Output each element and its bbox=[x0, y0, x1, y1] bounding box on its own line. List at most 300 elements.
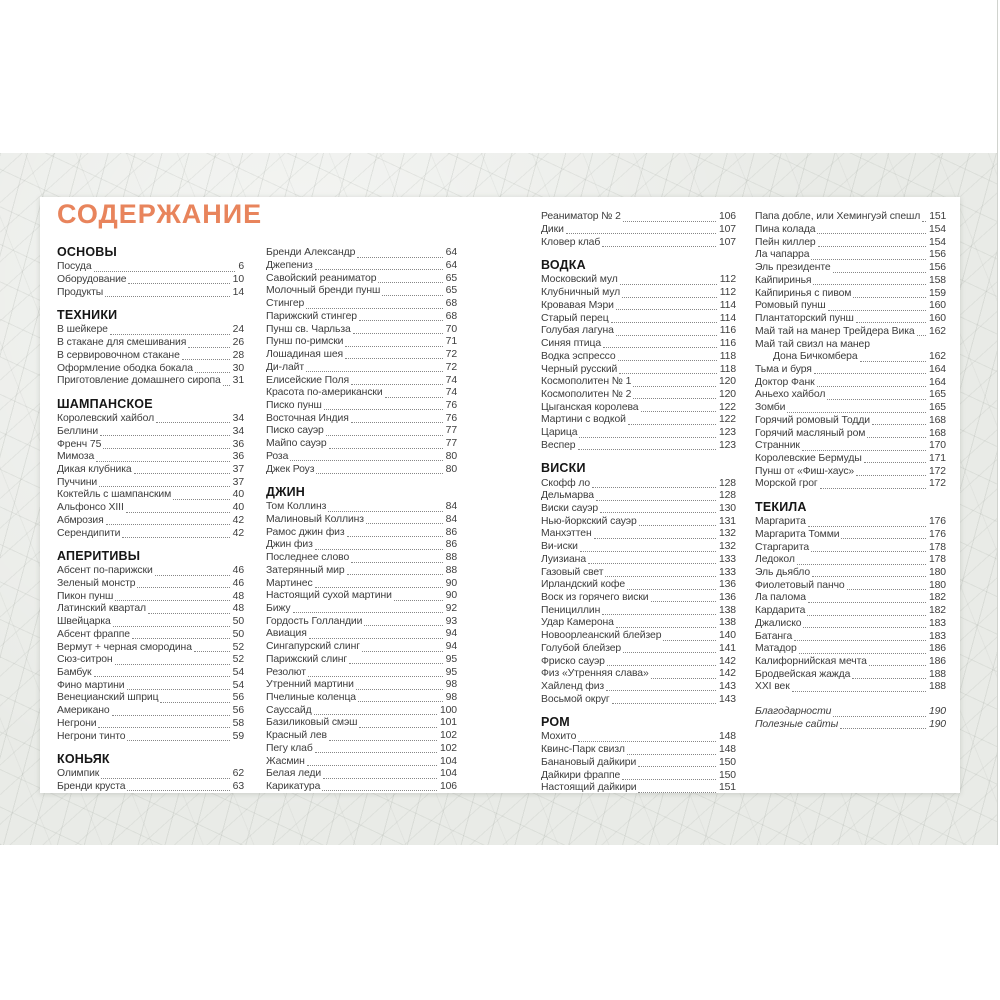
toc-entry-page: 114 bbox=[719, 299, 736, 311]
toc-entry-label: Настоящий дайкири bbox=[541, 782, 637, 794]
toc-entry-page: 48 bbox=[232, 603, 244, 615]
toc-entry-page: 180 bbox=[928, 567, 946, 578]
toc-entry-label: Эль президенте bbox=[755, 262, 831, 274]
dot-leader bbox=[307, 764, 437, 766]
toc-entry-label: В стакане для смешивания bbox=[57, 337, 187, 349]
toc-entry-label: Черный русский bbox=[541, 363, 618, 375]
dot-leader bbox=[323, 777, 437, 779]
dot-leader bbox=[316, 472, 442, 474]
toc-entry bbox=[57, 641, 244, 654]
toc-entry-page: 186 bbox=[928, 643, 946, 655]
toc-entry-page: 170 bbox=[928, 440, 946, 452]
toc-entry bbox=[755, 567, 946, 580]
toc-entry-page: 136 bbox=[718, 579, 736, 591]
toc-entry-page: 80 bbox=[445, 463, 457, 475]
toc-entry bbox=[266, 755, 457, 768]
toc-entry-page: 106 bbox=[718, 211, 736, 223]
dot-leader bbox=[611, 321, 717, 323]
toc-entry-page: 172 bbox=[928, 478, 946, 490]
toc-entry-page: 64 bbox=[445, 260, 457, 272]
dot-leader bbox=[792, 690, 926, 692]
section-header: ДЖИН bbox=[266, 484, 306, 499]
dot-leader bbox=[566, 232, 716, 234]
toc-entry-label: Кайпиринья bbox=[755, 274, 812, 286]
dot-leader bbox=[600, 511, 716, 513]
dot-leader bbox=[827, 398, 926, 400]
toc-entry-page: 123 bbox=[718, 439, 736, 451]
toc-entry-page: 92 bbox=[445, 603, 457, 614]
dot-leader bbox=[306, 307, 442, 309]
dot-leader bbox=[623, 651, 716, 653]
toc-entry-page: 64 bbox=[445, 247, 457, 259]
dot-leader bbox=[113, 625, 230, 627]
toc-entry-label: Водка эспрессо bbox=[541, 350, 616, 362]
toc-entry-page: 130 bbox=[718, 502, 736, 514]
toc-entry-page: 70 bbox=[445, 323, 457, 335]
toc-entry-page: 140 bbox=[718, 630, 736, 642]
toc-entry-label: Квинс-Парк свизл bbox=[541, 744, 625, 756]
toc-entry bbox=[541, 731, 736, 744]
toc-entry-page: 122 bbox=[718, 414, 736, 426]
toc-section bbox=[755, 706, 946, 731]
dot-leader bbox=[622, 778, 716, 780]
toc-entry-label: Роза bbox=[266, 450, 289, 462]
dot-leader bbox=[616, 626, 716, 628]
dot-leader bbox=[633, 385, 716, 387]
dot-leader bbox=[122, 536, 229, 538]
toc-entry-label: Пунш св. Чарльза bbox=[266, 323, 351, 335]
toc-entry-page: 102 bbox=[439, 742, 457, 754]
toc-entry-page: 76 bbox=[445, 399, 457, 411]
dot-leader bbox=[315, 548, 443, 550]
toc-entry bbox=[266, 349, 457, 362]
dot-leader bbox=[867, 436, 926, 438]
dot-leader bbox=[616, 308, 717, 310]
dot-leader bbox=[382, 294, 442, 296]
toc-entry bbox=[541, 477, 736, 490]
toc-entry bbox=[541, 300, 736, 313]
toc-entry bbox=[541, 401, 736, 414]
toc-entry bbox=[541, 630, 736, 643]
dot-leader bbox=[811, 550, 926, 552]
toc-entry bbox=[541, 389, 736, 402]
toc-entry-label: Клубничный мул bbox=[541, 287, 621, 299]
toc-entry-label: Красота по-американски bbox=[266, 387, 383, 399]
dot-leader bbox=[128, 282, 229, 284]
toc-entry-page: 94 bbox=[445, 628, 457, 640]
dot-leader bbox=[813, 283, 926, 285]
dot-leader bbox=[329, 447, 443, 449]
toc-entry bbox=[755, 236, 946, 249]
toc-entry-label: Бренди круста bbox=[57, 781, 126, 793]
toc-entry bbox=[266, 641, 457, 654]
dot-leader bbox=[627, 588, 716, 590]
dot-leader bbox=[366, 522, 443, 524]
dot-leader bbox=[188, 346, 229, 348]
toc-entry-label: Скофф ло bbox=[541, 477, 591, 489]
toc-entry-page: 128 bbox=[718, 477, 736, 489]
toc-entry-page: 136 bbox=[718, 592, 736, 603]
toc-entry bbox=[541, 693, 736, 706]
toc-entry-label: Писко сауэр bbox=[266, 425, 324, 437]
toc-entry-label: Виски сауэр bbox=[541, 502, 599, 514]
toc-entry bbox=[57, 464, 244, 477]
dot-leader bbox=[797, 563, 926, 565]
toc-entry-page: 158 bbox=[928, 274, 946, 286]
dot-leader bbox=[101, 777, 229, 779]
toc-entry-page: 176 bbox=[928, 528, 946, 540]
dot-leader bbox=[358, 700, 443, 702]
dot-leader bbox=[326, 434, 443, 436]
toc-entry bbox=[541, 325, 736, 338]
dot-leader bbox=[156, 421, 230, 423]
dot-leader bbox=[594, 537, 716, 539]
dot-leader bbox=[315, 268, 443, 270]
toc-entry-label: В сервировочном стакане bbox=[57, 349, 180, 361]
toc-entry-page: 164 bbox=[928, 363, 946, 375]
toc-entry bbox=[266, 400, 457, 413]
toc-entry-page: 76 bbox=[445, 412, 457, 424]
toc-entry-page: 148 bbox=[718, 744, 736, 756]
toc-entry-label: Олимпик bbox=[57, 768, 100, 780]
toc-entry-label: Вермут + черная смородина bbox=[57, 641, 192, 653]
toc-entry-page: 46 bbox=[232, 565, 244, 577]
toc-entry-label: Красный лев bbox=[266, 730, 327, 742]
toc-entry-page: 178 bbox=[928, 541, 946, 553]
toc-entry-page: 100 bbox=[439, 704, 457, 716]
toc-entry-label: Венецианский шприц bbox=[57, 692, 159, 704]
toc-entry bbox=[57, 286, 244, 299]
toc-entry-label: Новоорлеанский блейзер bbox=[541, 630, 662, 642]
toc-entry bbox=[57, 324, 244, 337]
toc-entry-label: Пуччини bbox=[57, 476, 98, 488]
dot-leader bbox=[293, 611, 443, 613]
toc-entry-label: Королевские Бермуды bbox=[755, 452, 862, 464]
toc-entry bbox=[755, 300, 946, 313]
toc-entry-label: Лошадиная шея bbox=[266, 349, 344, 361]
toc-section bbox=[57, 244, 244, 299]
toc-entry bbox=[755, 681, 946, 694]
toc-entry-label: Джепениз bbox=[266, 260, 313, 272]
toc-entry-label: Абсент по-парижски bbox=[57, 565, 153, 577]
toc-entry-label: Газовый свет bbox=[541, 566, 604, 578]
toc-entry-label: Аньехо хайбол bbox=[755, 389, 826, 401]
toc-entry-page: 93 bbox=[445, 615, 457, 627]
dot-leader bbox=[814, 372, 926, 374]
toc-entry-label: Странник bbox=[755, 440, 800, 452]
toc-entry-label: Утренний мартини bbox=[266, 679, 354, 691]
dot-leader bbox=[817, 385, 926, 387]
toc-entry bbox=[57, 603, 244, 616]
dot-leader bbox=[308, 675, 443, 677]
toc-entry bbox=[57, 667, 244, 680]
toc-entry-page: 80 bbox=[445, 450, 457, 462]
toc-entry bbox=[266, 781, 457, 794]
toc-entry-page: 98 bbox=[445, 679, 457, 691]
toc-entry bbox=[541, 211, 736, 224]
toc-entry-page: 102 bbox=[439, 730, 457, 742]
section-header: КОНЬЯК bbox=[57, 752, 110, 766]
toc-entry bbox=[266, 298, 457, 311]
dot-leader bbox=[353, 332, 443, 334]
dot-leader bbox=[98, 726, 229, 728]
dot-leader bbox=[808, 525, 926, 527]
toc-entry bbox=[541, 312, 736, 325]
toc-entry-page: 183 bbox=[928, 617, 946, 629]
toc-entry bbox=[755, 478, 946, 491]
toc-entry-label: Батанга bbox=[755, 630, 793, 642]
toc-entry-label: Королевский хайбол bbox=[57, 413, 155, 425]
dot-leader bbox=[345, 357, 443, 359]
toc-entry-page: 74 bbox=[445, 374, 457, 386]
toc-entry-label: Ла чапарра bbox=[755, 249, 810, 261]
toc-section bbox=[755, 499, 946, 694]
toc-entry-page: 52 bbox=[232, 654, 244, 666]
toc-entry-label: Синяя птица bbox=[541, 338, 602, 350]
toc-entry-label: Космополитен № 2 bbox=[541, 388, 632, 400]
toc-entry bbox=[266, 552, 457, 565]
toc-entry-page: 188 bbox=[928, 668, 946, 680]
dot-leader bbox=[618, 359, 717, 361]
toc-entry bbox=[57, 616, 244, 629]
toc-entry-page: 71 bbox=[445, 336, 457, 348]
toc-entry bbox=[57, 590, 244, 603]
toc-entry bbox=[266, 526, 457, 539]
dot-leader bbox=[359, 726, 437, 728]
toc-entry bbox=[541, 338, 736, 351]
toc-entry-label: Пина колада bbox=[755, 224, 816, 236]
dot-leader bbox=[811, 258, 926, 260]
dot-leader bbox=[917, 334, 926, 336]
toc-entry-label: Благодарности bbox=[755, 706, 832, 718]
dot-leader bbox=[127, 739, 229, 741]
toc-entry-page: 150 bbox=[718, 756, 736, 768]
dot-leader bbox=[580, 550, 716, 552]
toc-entry bbox=[266, 374, 457, 387]
toc-entry bbox=[541, 617, 736, 630]
toc-entry bbox=[541, 236, 736, 249]
dot-leader bbox=[651, 600, 716, 602]
toc-entry-label: Кровавая Мэри bbox=[541, 299, 614, 311]
toc-entry-label: Пенициллин bbox=[541, 604, 601, 616]
toc-entry-page: 120 bbox=[718, 388, 736, 400]
dot-leader bbox=[847, 588, 926, 590]
toc-entry-label: Майпо сауэр bbox=[266, 438, 327, 450]
toc-entry-label: Бродвейская жажда bbox=[755, 668, 851, 680]
dot-leader bbox=[663, 639, 716, 641]
toc-entry-label: Пикон пунш bbox=[57, 590, 114, 602]
toc-entry-page: 143 bbox=[718, 693, 736, 705]
dot-leader bbox=[627, 753, 716, 755]
toc-entry bbox=[266, 336, 457, 349]
toc-entry-page: 68 bbox=[445, 310, 457, 322]
toc-entry bbox=[266, 438, 457, 451]
dot-leader bbox=[134, 472, 230, 474]
dot-leader bbox=[799, 652, 926, 654]
toc-entry-page: 131 bbox=[718, 515, 736, 527]
dot-leader bbox=[309, 637, 443, 639]
toc-entry-label: Оформление ободка бокала bbox=[57, 362, 193, 374]
dot-leader bbox=[127, 688, 230, 690]
toc-entry-page: 84 bbox=[445, 513, 457, 525]
toc-entry-page: 182 bbox=[928, 592, 946, 604]
dot-leader bbox=[315, 586, 443, 588]
toc-section bbox=[57, 396, 244, 540]
toc-entry-label: Маргарита bbox=[755, 516, 806, 528]
toc-entry bbox=[541, 515, 736, 528]
toc-entry-label: Елисейские Поля bbox=[266, 374, 349, 386]
section-header: ШАМПАНСКОЕ bbox=[57, 396, 153, 411]
toc-entry-page: 65 bbox=[445, 285, 457, 297]
toc-entry-label: Морской грог bbox=[755, 478, 818, 490]
toc-entry-page: 40 bbox=[232, 502, 244, 514]
toc-entry bbox=[57, 451, 244, 464]
toc-entry-page: 132 bbox=[718, 541, 736, 553]
toc-entry bbox=[266, 615, 457, 628]
dot-leader bbox=[623, 220, 716, 222]
toc-entry-label: Старый перец bbox=[541, 312, 609, 324]
toc-entry-label: Мартини с водкой bbox=[541, 414, 626, 426]
toc-entry bbox=[266, 514, 457, 527]
toc-entry-label: Реаниматор № 2 bbox=[541, 211, 621, 223]
toc-entry-page: 98 bbox=[445, 692, 457, 704]
toc-entry-page: 46 bbox=[232, 577, 244, 589]
dot-leader bbox=[651, 677, 716, 679]
toc-entry-label: Дона Бичкомбера bbox=[773, 351, 858, 363]
dot-leader bbox=[802, 449, 926, 451]
toc-entry bbox=[541, 503, 736, 516]
toc-entry-page: 95 bbox=[445, 666, 457, 678]
dot-leader bbox=[306, 370, 443, 372]
toc-entry-label: Базиликовый смэш bbox=[266, 717, 358, 729]
toc-entry bbox=[755, 287, 946, 300]
toc-entry bbox=[266, 387, 457, 400]
dot-leader bbox=[852, 677, 926, 679]
toc-column-2 bbox=[266, 247, 457, 793]
toc-entry-page: 10 bbox=[232, 274, 244, 286]
toc-entry-label: Физ «Утренняя слава» bbox=[541, 668, 649, 680]
toc-entry-label: Ви-иски bbox=[541, 541, 578, 553]
dot-leader bbox=[100, 434, 230, 436]
toc-entry-label: Джалиско bbox=[755, 617, 802, 629]
toc-section bbox=[266, 247, 457, 476]
toc-entry bbox=[57, 413, 244, 426]
toc-entry-page: 160 bbox=[928, 300, 946, 312]
toc-entry bbox=[266, 539, 457, 552]
toc-entry-label: Негрони тинто bbox=[57, 730, 126, 742]
toc-entry-page: 72 bbox=[445, 349, 457, 361]
dot-leader bbox=[578, 448, 716, 450]
toc-entry bbox=[755, 338, 946, 351]
dot-leader bbox=[195, 371, 230, 373]
toc-entry bbox=[57, 476, 244, 489]
toc-entry bbox=[57, 261, 244, 274]
dot-leader bbox=[115, 663, 230, 665]
toc-entry-page: 88 bbox=[445, 552, 457, 564]
toc-entry bbox=[541, 668, 736, 681]
toc-entry-page: 120 bbox=[718, 376, 736, 388]
toc-entry-page: 156 bbox=[928, 262, 946, 274]
toc-entry bbox=[755, 453, 946, 466]
dot-leader bbox=[592, 486, 716, 488]
dot-leader bbox=[110, 333, 230, 335]
toc-entry-page: 36 bbox=[232, 438, 244, 450]
dot-leader bbox=[606, 689, 716, 691]
dot-leader bbox=[112, 714, 230, 716]
dot-leader bbox=[856, 321, 926, 323]
toc-entry bbox=[266, 730, 457, 743]
toc-entry-label: Банановый дайкири bbox=[541, 756, 637, 768]
toc-entry-page: 106 bbox=[439, 781, 457, 793]
toc-entry bbox=[755, 440, 946, 453]
toc-entry bbox=[541, 274, 736, 287]
dot-leader bbox=[794, 639, 926, 641]
toc-entry-label: Продукты bbox=[57, 286, 104, 298]
toc-entry bbox=[266, 679, 457, 692]
section-header: ВОДКА bbox=[541, 258, 586, 273]
toc-column-4 bbox=[755, 211, 946, 731]
toc-entry-label: Малиновый Коллинз bbox=[266, 513, 364, 525]
toc-entry-page: 151 bbox=[929, 211, 947, 223]
toc-entry-label: Парижский стингер bbox=[266, 310, 357, 322]
toc-entry bbox=[57, 705, 244, 718]
dot-leader bbox=[173, 498, 229, 500]
dot-leader bbox=[357, 256, 442, 258]
toc-entry bbox=[266, 743, 457, 756]
toc-entry-page: 107 bbox=[718, 224, 736, 236]
toc-entry bbox=[57, 565, 244, 578]
dot-leader bbox=[103, 447, 229, 449]
dot-leader bbox=[105, 295, 229, 297]
toc-entry-label: Стингер bbox=[266, 298, 305, 310]
toc-entry bbox=[755, 376, 946, 389]
toc-entry-page: 154 bbox=[928, 236, 946, 248]
toc-entry bbox=[57, 489, 244, 502]
toc-entry-label: Парижский слинг bbox=[266, 653, 348, 665]
toc-entry-page: 104 bbox=[439, 755, 457, 767]
dot-leader bbox=[602, 613, 716, 615]
toc-entry-page: 42 bbox=[232, 527, 244, 539]
toc-entry bbox=[57, 515, 244, 528]
toc-entry-label: Маргарита Томми bbox=[755, 528, 840, 540]
toc-entry-label: Ла палома bbox=[755, 592, 806, 604]
dot-leader bbox=[612, 702, 716, 704]
dot-leader bbox=[351, 421, 443, 423]
toc-entry bbox=[57, 362, 244, 375]
toc-entry-label: Коктейль с шампанским bbox=[57, 489, 172, 501]
toc-entry-label: Зомби bbox=[755, 402, 786, 414]
toc-entry bbox=[266, 565, 457, 578]
toc-entry-label: Швейцарка bbox=[57, 616, 111, 628]
toc-entry-page: 151 bbox=[718, 782, 736, 794]
toc-entry bbox=[57, 768, 244, 781]
toc-entry bbox=[541, 427, 736, 440]
toc-entry bbox=[266, 412, 457, 425]
dot-leader bbox=[638, 765, 716, 767]
toc-entry-label: Бижу bbox=[266, 603, 291, 614]
toc-entry-page: 84 bbox=[445, 501, 457, 513]
toc-section bbox=[57, 548, 244, 743]
toc-entry-page: 52 bbox=[232, 641, 244, 653]
dot-leader bbox=[322, 789, 437, 791]
toc-entry-label: Френч 75 bbox=[57, 438, 102, 450]
toc-entry-page: 116 bbox=[719, 338, 736, 350]
toc-entry-label: Космополитен № 1 bbox=[541, 376, 632, 388]
dot-leader bbox=[616, 334, 717, 336]
toc-entry bbox=[57, 375, 244, 388]
dot-leader bbox=[148, 612, 230, 614]
toc-entry-label: Фиолетовый панчо bbox=[755, 579, 845, 591]
